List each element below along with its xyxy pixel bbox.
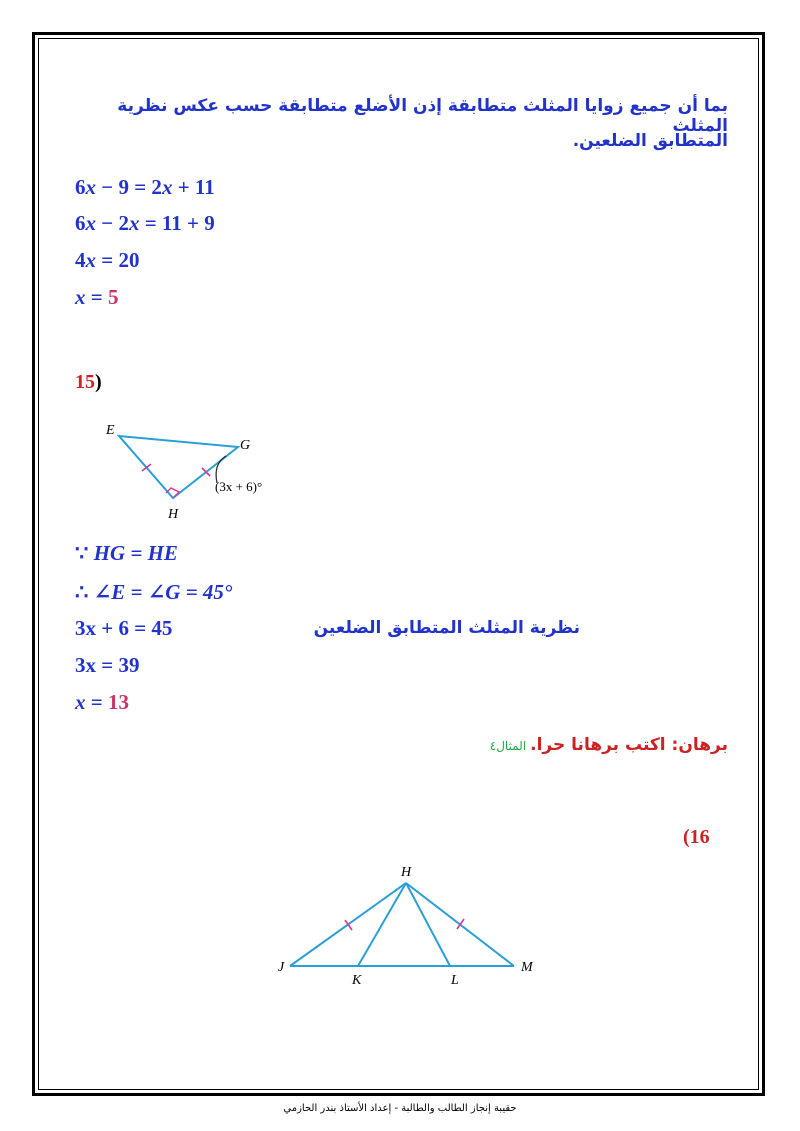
vertex-label-k: K bbox=[352, 973, 362, 988]
triangle-figure-16 bbox=[275, 860, 545, 990]
triangle-figure-15 bbox=[95, 418, 295, 528]
intro-line-1: بما أن جميع زوايا المثلث متطابقة إذن الأضلع متطابقة حسب عكس نظرية المثلث bbox=[117, 96, 728, 136]
answer-15: x = 13 bbox=[75, 690, 129, 714]
vertex-label-h16: H bbox=[401, 865, 412, 880]
equation-15-1-reason: نظرية المثلث المتطابق الضلعين bbox=[313, 618, 580, 638]
vertex-label-l: L bbox=[451, 973, 459, 988]
equation-step-2: 6x − 2x = 11 + 9 bbox=[75, 211, 215, 235]
segment-hk bbox=[358, 883, 406, 966]
equation-step-3: 4x = 20 bbox=[75, 248, 140, 272]
therefore-line: ∴ ∠E = ∠G = 45° bbox=[75, 580, 233, 604]
vertex-label-g: G bbox=[240, 438, 251, 453]
because-line: ∵ HG = HE bbox=[75, 541, 178, 565]
segment-hl bbox=[406, 883, 450, 966]
vertex-label-e: E bbox=[106, 423, 115, 438]
vertex-label-m: M bbox=[521, 960, 533, 975]
problem-16-number: (16 bbox=[683, 826, 710, 848]
equation-15-1: 3x + 6 = 45 bbox=[75, 616, 173, 640]
angle-label: (3x + 6)° bbox=[215, 479, 263, 494]
answer-14: x = 5 bbox=[75, 285, 119, 309]
vertex-label-j: J bbox=[278, 960, 285, 975]
intro-line-2: المتطابق الضلعين. bbox=[572, 131, 728, 151]
page-footer: حقيبة إنجاز الطالب والطالبة - إعداد الأستاذ بندر الحازمي bbox=[283, 1103, 517, 1114]
vertex-label-h: H bbox=[168, 507, 179, 522]
equation-step-1: 6x − 9 = 2x + 11 bbox=[75, 175, 215, 199]
problem-15-number: 15) bbox=[75, 371, 102, 393]
proof-heading: برهان: اكتب برهانا حرا. المثال٤ bbox=[489, 735, 728, 755]
equation-15-2: 3x = 39 bbox=[75, 653, 140, 677]
